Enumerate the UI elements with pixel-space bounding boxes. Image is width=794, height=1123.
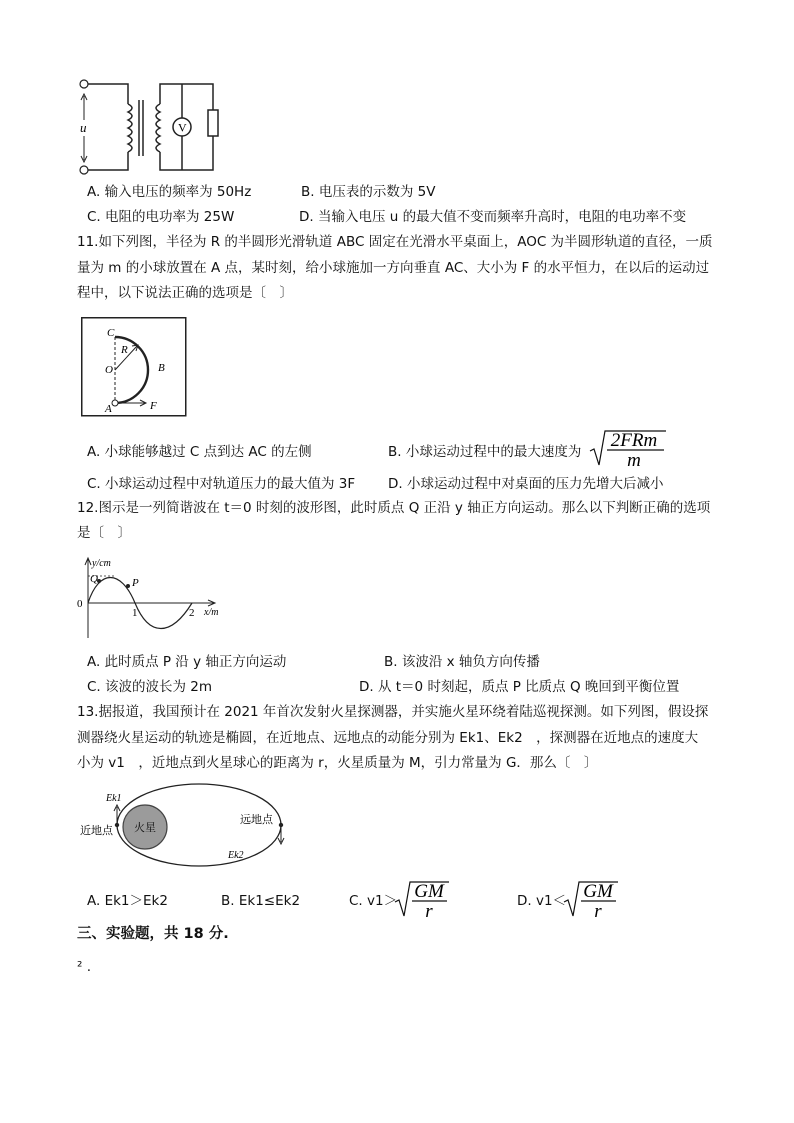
point-p-label: P [132,577,139,589]
force-f-label: F [150,400,157,412]
transformer-circuit-figure [72,74,232,176]
tick-1-label: 1 [132,607,138,619]
voltmeter-label: V [178,120,187,135]
origin-label: 0 [77,598,83,610]
q11-option-b: B. 小球运动过程中的最大速度为 [388,444,582,460]
formula-numerator: 2FRm [610,430,658,451]
q13-option-d: D. v1＜ [517,893,567,909]
q12-stem-line2: 是〔 〕 [77,525,131,541]
tick-2-label: 2 [189,607,195,619]
q13-stem-line3: 小为 v1 ，近地点到火星球心的距离为 r，火星质量为 M，引力常量为 G．那么〔 〕 [77,755,598,771]
q11-option-c: C. 小球运动过程中对轨道压力的最大值为 3F [87,476,356,492]
point-c-label: C [107,327,115,339]
q12-option-b: B. 该波沿 x 轴负方向传播 [384,654,540,670]
near-point-label: 近地点 [80,825,113,837]
q12-option-d: D. 从 t＝0 时刻起，质点 P 比质点 Q 晚回到平衡位置 [359,679,680,695]
ek1-label: Ek1 [106,793,122,804]
radius-r-label: R [121,344,128,356]
q13-stem-line2: 测器绕火星运动的轨迹是椭圆，在近地点、远地点的动能分别为 Ek1、Ek2 ，探测器在近地点的速度大 [77,730,699,746]
q12-option-a: A. 此时质点 P 沿 y 轴正方向运动 [87,654,287,670]
option-d-formula [562,880,620,920]
q11-stem-line2: 量为 m 的小球放置在 A 点，某时刻，给小球施加一方向垂直 AC、大小为 F 的水平恒力，在以后的运动过 [77,260,710,276]
q11-stem-line3: 程中，以下说法正确的选项是〔 〕 [77,285,293,301]
q11-option-d: D. 小球运动过程中对桌面的压力先增大后减小 [388,476,664,492]
q13-stem-line1: 13.据报道，我国预计在 2021 年首次发射火星探测器，并实施火星环绕着陆巡视探测。如下列图，假设探 [77,704,709,720]
q10-option-a: A. 输入电压的频率为 50Hz [87,184,252,200]
center-o-label: O [105,364,113,376]
y-axis-label: y/cm [92,558,111,569]
point-q-label: Q [90,573,98,585]
semicircle-track-figure [81,317,187,417]
option-c-numerator: GM [414,881,444,902]
ek2-label: Ek2 [228,850,244,861]
formula-denominator: m [627,450,641,469]
mars-label: 火星 [134,822,156,834]
max-speed-formula [588,429,668,469]
q13-option-a: A. Ek1＞Ek2 [87,893,168,909]
q13-option-b: B. Ek1≤Ek2 [221,893,301,909]
option-c-denominator: r [425,901,433,920]
point-a-label: A [105,403,112,415]
wave-graph-figure [74,553,234,641]
option-d-denominator: r [594,901,602,920]
orbit-figure [78,780,288,870]
q10-option-c: C. 电阻的电功率为 25W [87,209,235,225]
q13-option-c: C. v1＞ [349,893,398,909]
q10-option-d: D. 当输入电压 u 的最大值不变而频率升高时，电阻的电功率不变 [299,209,687,225]
voltage-u-label: u [80,120,87,135]
next-item: ² . [77,959,91,975]
x-axis-label: x/m [204,607,219,618]
section-title: 三、实验题，共 18 分. [77,926,229,942]
option-c-formula [393,880,451,920]
point-b-label: B [158,362,165,374]
q12-stem-line1: 12.图示是一列简谐波在 t＝0 时刻的波形图，此时质点 Q 正沿 y 轴正方向运动。那么以下判断正确的选项 [77,500,711,516]
option-d-numerator: GM [583,881,613,902]
q11-option-a: A. 小球能够越过 C 点到达 AC 的左侧 [87,444,312,460]
q12-option-c: C. 该波的波长为 2m [87,679,213,695]
q10-option-b: B. 电压表的示数为 5V [301,184,436,200]
far-point-label: 远地点 [240,814,273,826]
q11-stem-line1: 11.如下列图，半径为 R 的半圆形光滑轨道 ABC 固定在光滑水平桌面上，AOC 为半圆形轨道的直径，一质 [77,234,713,250]
